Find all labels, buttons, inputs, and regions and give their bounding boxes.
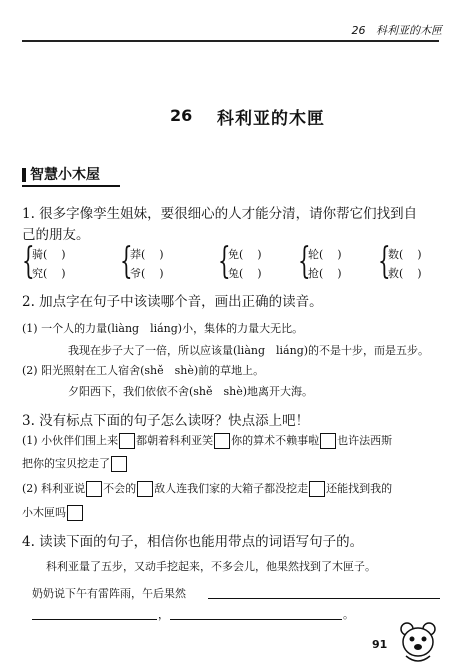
q3-text: (2) 科利亚说 <box>22 482 86 495</box>
q1-prompt-line2: 己的朋友。 <box>22 227 90 243</box>
brace-icon: { <box>298 241 311 282</box>
section-marker <box>22 168 26 182</box>
section-title: 智慧小木屋 <box>30 167 100 183</box>
punctuation-box[interactable] <box>111 456 127 472</box>
q3-text: 把你的宝贝挖走了 <box>22 457 110 470</box>
q4-example: 科利亚量了五步，又动手挖起来，不多会儿，他果然找到了木匣子。 <box>46 560 376 573</box>
punctuation-box[interactable] <box>86 481 102 497</box>
q3-text: 也许法西斯 <box>337 434 393 447</box>
q1-word-pairs <box>22 241 442 285</box>
punctuation-box[interactable] <box>119 433 135 449</box>
q3-text: 你的算术不赖事啦 <box>231 434 320 447</box>
brace-icon: { <box>22 241 35 282</box>
section-underline <box>22 185 120 187</box>
brace-icon: { <box>120 241 133 282</box>
punctuation-box[interactable] <box>309 481 325 497</box>
q4-prompt: 4. 读读下面的句子，相信你也能用带点的词语写句子的。 <box>22 534 364 550</box>
q3-text: 不会的 <box>103 482 137 495</box>
q3-text: 都朝着科利亚笑 <box>136 434 214 447</box>
q1-prompt-line1: 1. 很多字像孪生姐妹，要很细心的人才能分清，请你帮它们找到自 <box>22 206 418 222</box>
word-top[interactable]: 轮( ) <box>308 248 342 261</box>
word-pair <box>22 241 102 285</box>
q2-line-2[interactable]: 我现在步子大了一倍，所以应该量(liàng liáng)的不是十步，而是五步。 <box>68 344 430 357</box>
word-top[interactable]: 免( ) <box>228 248 262 261</box>
q3-line-1 <box>22 432 392 449</box>
q3-line-3 <box>22 480 392 497</box>
q4-sentence-start: 奶奶说下午有雷阵雨，午后果然 <box>32 587 186 600</box>
brace-icon: { <box>378 241 391 282</box>
q3-text: (1) 小伙伴们围上来 <box>22 434 119 447</box>
word-pair <box>218 241 298 285</box>
q3-line-4 <box>22 504 84 521</box>
word-top[interactable]: 数( ) <box>388 248 422 261</box>
running-header-number: 26 <box>351 24 366 37</box>
word-bottom[interactable]: 爷( ) <box>130 267 164 280</box>
q2-line-1[interactable]: (1) 一个人的力量(liàng liáng)小，集体的力量大无比。 <box>22 322 304 335</box>
q3-text: 小木匣吗 <box>22 506 66 519</box>
word-top[interactable]: 骑( ) <box>32 248 66 261</box>
punctuation-box[interactable] <box>67 505 83 521</box>
word-top[interactable]: 莽( ) <box>130 248 164 261</box>
word-pair <box>120 241 200 285</box>
q4-comma: ， <box>158 608 169 621</box>
q2-prompt: 2. 加点字在句子中该读哪个音，画出正确的读音。 <box>22 294 323 310</box>
word-bottom[interactable]: 救( ) <box>388 267 422 280</box>
q3-line-2 <box>22 455 128 472</box>
punctuation-box[interactable] <box>137 481 153 497</box>
q2-line-3[interactable]: (2) 阳光照射在工人宿舍(shě shè)前的草地上。 <box>22 364 265 377</box>
word-bottom[interactable]: 究( ) <box>32 267 66 280</box>
running-header-title: 科利亚的木匣 <box>376 24 442 37</box>
punctuation-box[interactable] <box>320 433 336 449</box>
brace-icon: { <box>218 241 231 282</box>
q3-text: 敌人连我们家的大箱子都没挖走 <box>154 482 309 495</box>
header-rule <box>22 40 439 42</box>
q3-text: 还能找到我的 <box>326 482 393 495</box>
word-bottom[interactable]: 抢( ) <box>308 267 342 280</box>
q4-period: 。 <box>343 608 354 621</box>
word-pair <box>378 241 458 285</box>
word-bottom[interactable]: 兔( ) <box>228 267 262 280</box>
q2-line-4[interactable]: 夕阳西下，我们依依不舍(shě shè)地离开大海。 <box>68 385 314 398</box>
lesson-title: 科利亚的木匣 <box>217 109 325 129</box>
answer-line[interactable] <box>208 598 440 599</box>
page-number: 91 <box>372 638 388 651</box>
answer-line[interactable] <box>170 619 342 620</box>
lesson-number: 26 <box>170 106 193 125</box>
punctuation-box[interactable] <box>214 433 230 449</box>
q3-prompt: 3. 没有标点下面的句子怎么读呀？快点添上吧！ <box>22 413 310 429</box>
running-header <box>352 22 443 38</box>
word-pair <box>298 241 378 285</box>
bear-mascot-icon <box>398 620 438 664</box>
answer-line[interactable] <box>32 619 157 620</box>
